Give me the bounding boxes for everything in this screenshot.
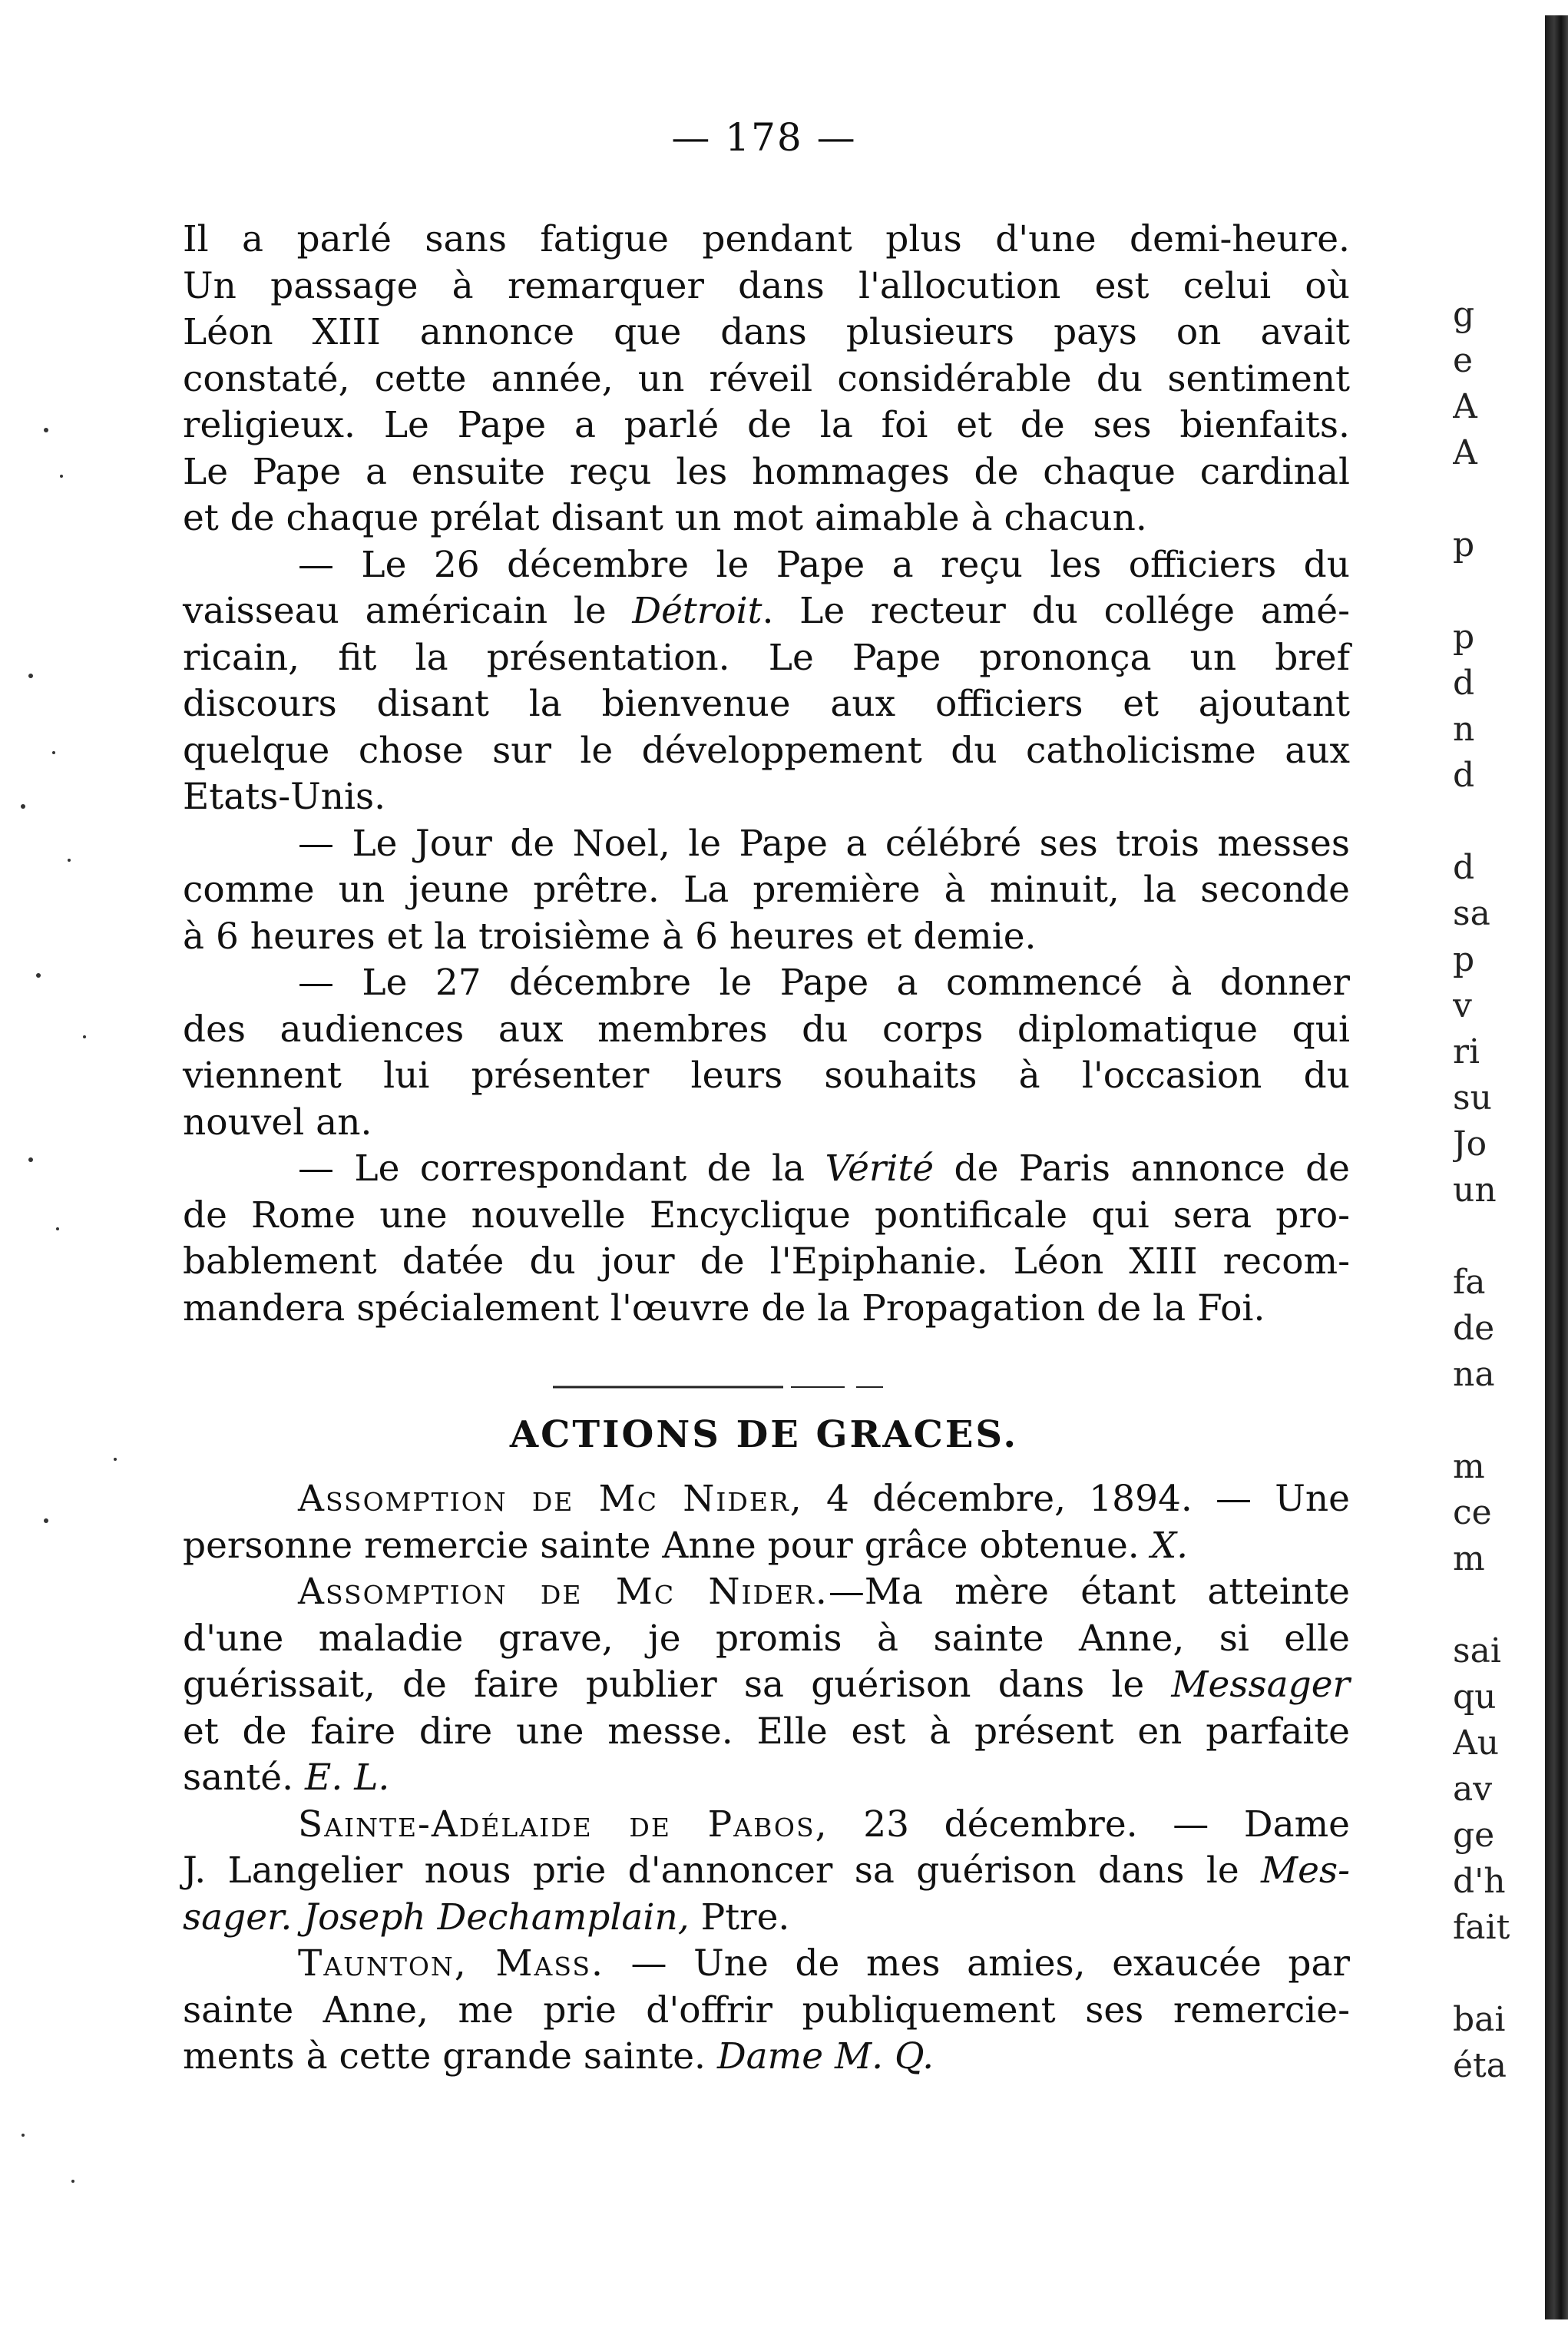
text-line: Il a parlé sans fatigue pendant plus d'une demi-heure. <box>183 218 1350 260</box>
text-line: Le Pape a ensuite reçu les hommages de chaque cardinal <box>183 450 1350 493</box>
entry-text: —Ma mère étant atteinte <box>828 1571 1350 1613</box>
text-line: Un passage à remarquer dans l'allocution est celui où <box>183 264 1350 307</box>
italic-word: Détroit <box>632 590 762 632</box>
gutter-fragment: de <box>1453 1309 1495 1348</box>
text-line: et de chaque prélat disant un mot aimable à chacun. <box>183 497 1147 539</box>
entry-text: 23 décembre. — Dame <box>828 1803 1350 1846</box>
text-line: de Rome une nouvelle Encyclique pontificale qui sera pro- <box>183 1194 1350 1237</box>
entry-signature: Joseph Dechamplain, <box>303 1896 690 1939</box>
gutter-fragment: v <box>1453 986 1472 1025</box>
gutter-fragment: m <box>1453 1447 1485 1486</box>
entry-text: personne remercie sainte Anne pour grâce obtenue. <box>183 1524 1140 1567</box>
text-line: — Le correspondant de la Vérité de Paris annonce de <box>298 1147 1350 1190</box>
entry-line <box>183 1802 1350 1849</box>
text-line: à 6 heures et la troisième à 6 heures et demie. <box>183 915 1037 958</box>
text-line: vaisseau américain le Détroit. Le recteur du collége amé- <box>183 590 1350 632</box>
entry-text: guérissait, de faire publier sa guérison dans le <box>183 1664 1145 1706</box>
entry-place: Sainte-Adélaide de Pabos, <box>298 1803 829 1846</box>
gutter-fragment: Au <box>1453 1723 1500 1763</box>
entry-line <box>183 1662 1350 1709</box>
entry-line <box>183 2034 1350 2081</box>
entry-line: d'une maladie grave, je promis à sainte Anne, si elle <box>183 1617 1350 1660</box>
gutter-fragment: A <box>1453 433 1477 472</box>
gutter-fragment: m <box>1453 1539 1485 1578</box>
text-line: bablement datée du jour de l'Epiphanie. Léon XIII recom- <box>183 1240 1350 1283</box>
entry-text: 4 décembre, 1894. — Une <box>802 1478 1350 1520</box>
gutter-fragment: fait <box>1453 1908 1510 1947</box>
text-line: — Le 26 décembre le Pape a reçu les officiers du <box>298 543 1350 586</box>
adjacent-page-edge <box>1453 0 1568 2331</box>
text-line: religieux. Le Pape a parlé de la foi et de ses bienfaits. <box>183 404 1350 446</box>
gutter-fragment: e <box>1453 341 1474 380</box>
gutter-fragment <box>1453 1582 1543 1628</box>
text-line: des audiences aux membres du corps diplomatique qui <box>183 1008 1350 1051</box>
entry-line <box>183 1569 1350 1616</box>
entry-line <box>183 1755 1350 1802</box>
entry-place: Taunton, Mass. <box>298 1942 604 1985</box>
gutter-fragment: d <box>1453 848 1475 887</box>
text-line: — Le 27 décembre le Pape a commencé à donner <box>298 962 1350 1004</box>
section-divider <box>553 1384 937 1390</box>
gutter-fragment: A <box>1453 387 1477 426</box>
entry-place: Assomption de Mc Nider, <box>298 1478 803 1520</box>
entry-place: Assomption de Mc Nider. <box>298 1571 829 1613</box>
entry-line <box>183 1895 1350 1942</box>
entry-signature: E. L. <box>305 1757 390 1799</box>
gutter-fragment: d <box>1453 664 1475 703</box>
binding-shadow <box>1545 15 1568 2319</box>
text-line: — Le Jour de Noel, le Pape a célébré ses trois messes <box>298 822 1350 865</box>
gutter-fragment: n <box>1453 710 1475 749</box>
entry-line <box>183 1523 1350 1570</box>
entry-text: ments à cette grande sainte. <box>183 2035 706 2078</box>
gutter-fragment: ri <box>1453 1032 1480 1071</box>
gutter-fragment: p <box>1453 618 1475 657</box>
gutter-fragment: fa <box>1453 1263 1486 1302</box>
scan-noise <box>0 0 169 2331</box>
entry-text: Ptre. <box>689 1896 790 1939</box>
gutter-fragment: d'h <box>1453 1862 1506 1901</box>
gutter-fragment: d <box>1453 756 1475 795</box>
gutter-fragment <box>1453 1214 1543 1260</box>
gutter-fragment: bai <box>1453 2000 1506 2039</box>
gutter-fragment: Jo <box>1453 1124 1487 1164</box>
text-line: Etats-Unis. <box>183 776 386 818</box>
entry-line <box>183 1941 1350 1988</box>
entry-text: J. Langelier nous prie d'annoncer sa guérison dans le <box>183 1849 1239 1892</box>
thanks-list <box>183 1476 1350 2081</box>
gutter-fragment: g <box>1453 295 1475 334</box>
entry-line: et de faire dire une messe. Elle est à présent en parfaite <box>183 1710 1350 1753</box>
entry-italic: Messager <box>1171 1664 1350 1706</box>
gutter-fragment: ce <box>1453 1493 1492 1532</box>
entry-signature: X. <box>1150 1524 1189 1567</box>
gutter-fragment: ge <box>1453 1816 1495 1855</box>
gutter-fragment <box>1453 1398 1543 1444</box>
gutter-fragment <box>1453 568 1543 614</box>
text-line: Léon XIII annonce que dans plusieurs pays on avait <box>183 311 1350 353</box>
gutter-fragment <box>1453 1951 1543 1997</box>
gutter-fragment: éta <box>1453 2046 1507 2085</box>
entry-text: — Une de mes amies, exaucée par <box>604 1942 1351 1985</box>
entry-signature: Dame M. Q. <box>716 2035 935 2078</box>
text-line: ricain, fit la présentation. Le Pape prononça un bref <box>183 636 1350 679</box>
adjacent-page-text <box>1453 0 1543 2089</box>
text-line: mandera spécialement l'œuvre de la Propagation de la Foi. <box>183 1286 1265 1329</box>
gutter-fragment: av <box>1453 1770 1493 1809</box>
gutter-fragment: su <box>1453 1078 1492 1117</box>
gutter-fragment <box>1453 799 1543 845</box>
gutter-fragment: na <box>1453 1355 1495 1394</box>
text-line: viennent lui présenter leurs souhaits à l'occasion du <box>183 1055 1350 1097</box>
entry-text: santé. <box>183 1757 294 1799</box>
gutter-fragment: p <box>1453 525 1475 565</box>
entry-line <box>183 1476 1350 1523</box>
entry-line: sainte Anne, me prie d'offrir publiquement ses remercie- <box>183 1988 1350 2031</box>
text-line: nouvel an. <box>183 1101 372 1144</box>
text-line: quelque chose sur le développement du catholicisme aux <box>183 729 1350 772</box>
gutter-fragment: qu <box>1453 1677 1497 1717</box>
gutter-fragment: un <box>1453 1170 1497 1210</box>
gutter-fragment: p <box>1453 940 1475 979</box>
gutter-fragment: sai <box>1453 1631 1501 1670</box>
text-line: constaté, cette année, un réveil considérable du sentiment <box>183 357 1350 400</box>
text-line: comme un jeune prêtre. La première à minuit, la seconde <box>183 869 1350 911</box>
italic-word: Vérité <box>825 1147 935 1190</box>
text-line: discours disant la bienvenue aux officiers et ajoutant <box>183 683 1350 725</box>
entry-italic: sager. <box>183 1896 293 1939</box>
entry-line <box>183 1848 1350 1895</box>
entry-italic: Mes- <box>1261 1849 1350 1892</box>
news-paragraphs <box>183 217 1350 1332</box>
section-title: ACTIONS DE GRACES. <box>509 1413 1019 1456</box>
page-number: — 178 — <box>671 115 857 160</box>
gutter-fragment <box>1453 476 1543 522</box>
gutter-fragment: sa <box>1453 894 1490 933</box>
